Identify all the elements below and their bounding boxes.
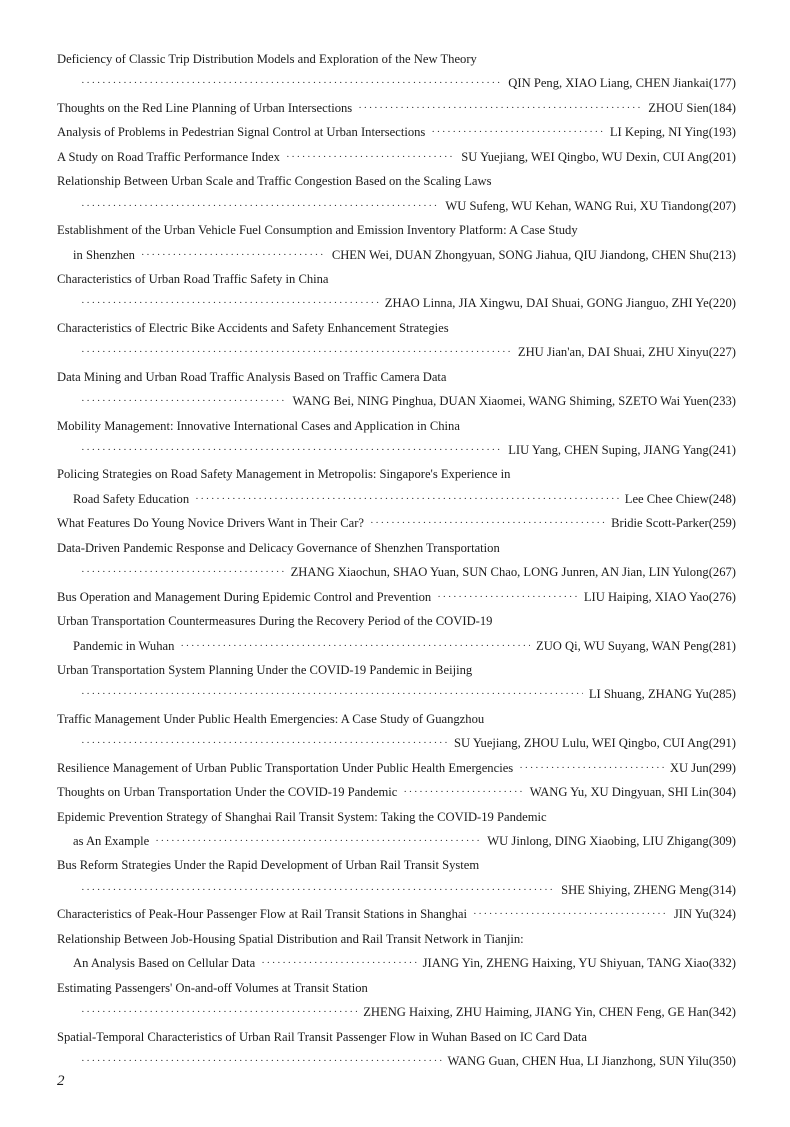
author-names: WU Sufeng, WU Kehan, WANG Rui, XU Tiandong: [445, 198, 709, 213]
toc-line: [57, 780, 736, 804]
entry-authors: [530, 780, 736, 804]
dot-leader: [180, 634, 530, 658]
author-names: ZHENG Haixing, ZHU Haiming, JIANG Yin, CHEN Feng, GE Han: [363, 1005, 709, 1020]
entry-title: Bus Operation and Management During Epidemic Control and Prevention: [57, 589, 432, 604]
paren-open: (: [708, 834, 713, 848]
entry-title-continuation: as An Example: [73, 834, 150, 848]
toc-line: [57, 267, 736, 291]
entry-page-number: 267: [712, 565, 732, 580]
entry-authors: [584, 585, 736, 609]
toc-line: [57, 1000, 736, 1024]
paren-open: (: [708, 956, 713, 971]
author-names: ZHU Jian'an, DAI Shuai, ZHU Xinyu: [517, 345, 709, 360]
author-names: ZUO Qi, WU Suyang, WAN Peng: [536, 638, 709, 653]
author-names: JIANG Yin, ZHENG Haixing, YU Shiyuan, TANG Xiao: [422, 956, 709, 971]
dot-leader: [358, 96, 642, 120]
dot-leader: [81, 1049, 442, 1073]
entry-authors: [610, 120, 736, 144]
paren-close: ): [731, 76, 736, 91]
toc-line: [57, 634, 736, 658]
toc-line: [57, 511, 736, 535]
toc-line: [57, 976, 736, 1000]
paren-close: ): [731, 345, 736, 360]
entry-title: Estimating Passengers' On-and-off Volumes at Transit Station: [57, 980, 368, 995]
toc-line: [57, 1025, 736, 1049]
entry-title: Deficiency of Classic Trip Distribution Models and Exploration of the New Theory: [57, 52, 477, 66]
toc-entry: [57, 658, 736, 707]
paren-open: (: [708, 394, 713, 409]
entry-authors: [674, 902, 736, 926]
entry-authors: [518, 340, 736, 364]
toc-line: [57, 829, 736, 853]
author-names: LI Keping, NI Ying: [609, 125, 709, 140]
entry-authors: [448, 1049, 736, 1073]
toc-entry: [57, 756, 736, 780]
toc-entry: [57, 145, 736, 169]
entry-authors: [589, 682, 736, 706]
toc-line: [57, 585, 736, 609]
paren-close: ): [731, 565, 736, 580]
entry-title: Spatial-Temporal Characteristics of Urban Rail Transit Passenger Flow in Wuhan Based on IC Card Data: [57, 1029, 588, 1044]
dot-leader: [81, 731, 448, 755]
dot-leader: [141, 243, 326, 267]
dot-leader: [81, 878, 555, 902]
paren-close: ): [731, 198, 736, 213]
entry-page-number: 201: [712, 149, 732, 164]
author-names: QIN Peng, XIAO Liang, CHEN Jiankai: [508, 76, 709, 91]
paren-close: ): [731, 149, 736, 164]
toc-line: [57, 536, 736, 560]
entry-page-number: 314: [712, 882, 732, 897]
dot-leader: [195, 487, 619, 511]
paren-open: (: [708, 785, 713, 800]
entry-authors: [332, 243, 736, 267]
entry-page-number: 233: [712, 394, 732, 409]
paren-close: ): [731, 443, 736, 457]
paren-open: (: [708, 882, 713, 897]
toc-line: [57, 609, 736, 633]
entry-page-number: 213: [712, 247, 732, 262]
dot-leader: [370, 511, 605, 535]
paren-open: (: [708, 760, 713, 775]
paren-open: (: [708, 1053, 713, 1068]
paren-close: ): [731, 296, 736, 311]
entry-title: Analysis of Problems in Pedestrian Signal Control at Urban Intersections: [57, 125, 426, 140]
toc-line: [57, 145, 736, 169]
toc-entry: [57, 536, 736, 585]
entry-title: Thoughts on the Red Line Planning of Urban Intersections: [57, 100, 353, 115]
paren-close: ): [731, 834, 736, 848]
dot-leader: [431, 120, 604, 144]
paren-open: (: [708, 516, 713, 531]
toc-entry: [57, 609, 736, 658]
toc-entry: [57, 47, 736, 96]
entry-title: Policing Strategies on Road Safety Management in Metropolis: Singapore's Experience in: [57, 467, 511, 482]
entry-authors: [536, 634, 736, 658]
entry-title: Mobility Management: Innovative International Cases and Application in China: [57, 418, 460, 433]
paren-open: (: [708, 247, 713, 262]
toc-line: [57, 902, 736, 926]
paren-close: ): [731, 736, 736, 751]
toc-entry: [57, 1025, 736, 1074]
entry-page-number: 184: [712, 100, 732, 115]
paren-close: ): [731, 125, 736, 140]
entry-authors: [648, 96, 736, 120]
entry-authors: [611, 511, 736, 535]
toc-line: [57, 243, 736, 267]
author-names: Bridie Scott-Parker: [611, 516, 709, 531]
toc-line: [57, 560, 736, 584]
toc-entry: [57, 707, 736, 756]
toc-entry: [57, 853, 736, 902]
paren-open: (: [708, 736, 713, 751]
toc-entry: [57, 927, 736, 976]
page-number: 2: [57, 1073, 65, 1089]
entry-authors: [508, 71, 736, 95]
entry-title: Urban Transportation System Planning Under the COVID-19 Pandemic in Beijing: [57, 662, 473, 677]
toc-entry: [57, 585, 736, 609]
entry-title: Characteristics of Electric Bike Accidents and Safety Enhancement Strategies: [57, 320, 449, 335]
paren-open: (: [708, 125, 713, 140]
toc-line: [57, 47, 736, 71]
toc-line: [57, 438, 736, 462]
paren-close: ): [731, 907, 736, 922]
paren-open: (: [708, 1005, 713, 1020]
paren-close: ): [731, 1053, 736, 1068]
entry-title: Characteristics of Peak-Hour Passenger Flow at Rail Transit Stations in Shanghai: [57, 907, 467, 922]
dot-leader: [519, 756, 664, 780]
paren-close: ): [731, 882, 736, 897]
author-names: Lee Chee Chiew: [624, 491, 709, 506]
dot-leader: [81, 194, 439, 218]
toc-line: [57, 96, 736, 120]
author-names: ZHAO Linna, JIA Xingwu, DAI Shuai, GONG Jianguo, ZHI Ye: [384, 296, 709, 311]
dot-leader: [437, 585, 578, 609]
entry-authors: [423, 951, 736, 975]
author-names: LIU Haiping, XIAO Yao: [583, 589, 709, 604]
paren-close: ): [731, 638, 736, 653]
author-names: XU Jun: [669, 760, 709, 775]
author-names: WANG Bei, NING Pinghua, DUAN Xiaomei, WANG Shiming, SZETO Wai Yuen: [292, 394, 709, 409]
paren-close: ): [731, 1005, 736, 1020]
dot-leader: [155, 829, 481, 853]
entry-page-number: 299: [712, 760, 732, 775]
toc-line: [57, 389, 736, 413]
paren-close: ): [731, 394, 736, 409]
entry-title: Resilience Management of Urban Public Transportation Under Public Health Emergencies: [57, 760, 514, 775]
toc-entry: [57, 976, 736, 1025]
toc-line: [57, 878, 736, 902]
toc-entry: [57, 267, 736, 316]
paren-close: ): [731, 760, 736, 775]
entry-title: Traffic Management Under Public Health Emergencies: A Case Study of Guangzhou: [57, 711, 485, 726]
entry-authors: [385, 291, 736, 315]
entry-page-number: 241: [712, 443, 732, 457]
entry-title: Thoughts on Urban Transportation Under the COVID-19 Pandemic: [57, 785, 398, 800]
toc-line: [57, 316, 736, 340]
entry-page-number: 259: [712, 516, 732, 531]
entry-page-number: 304: [712, 785, 732, 800]
entry-authors: [445, 194, 736, 218]
toc-line: [57, 194, 736, 218]
paren-open: (: [708, 76, 713, 91]
dot-leader: [473, 902, 668, 926]
entry-page-number: 207: [712, 198, 732, 213]
entry-page-number: 220: [712, 296, 732, 311]
dot-leader: [81, 560, 285, 584]
entry-authors: [293, 389, 736, 413]
entry-page-number: 291: [712, 736, 732, 751]
entry-title-continuation: in Shenzhen: [73, 247, 135, 262]
dot-leader: [81, 1000, 357, 1024]
toc-line: [57, 414, 736, 438]
paren-open: (: [708, 638, 713, 653]
entry-title: Relationship Between Urban Scale and Traffic Congestion Based on the Scaling Laws: [57, 174, 492, 189]
author-names: JIN Yu: [673, 907, 709, 922]
toc-line: [57, 951, 736, 975]
toc-line: [57, 365, 736, 389]
entry-title-continuation: An Analysis Based on Cellular Data: [73, 956, 256, 971]
entry-title: Characteristics of Urban Road Traffic Safety in China: [57, 271, 329, 286]
toc-line: [57, 707, 736, 731]
paren-open: (: [708, 907, 713, 922]
paren-close: ): [731, 589, 736, 604]
paren-close: ): [731, 516, 736, 531]
entry-authors: [487, 829, 736, 853]
author-names: ZHANG Xiaochun, SHAO Yuan, SUN Chao, LONG Junren, AN Jian, LIN Yulong: [290, 565, 709, 580]
toc-line: [57, 731, 736, 755]
dot-leader: [261, 951, 416, 975]
paren-open: (: [708, 149, 713, 164]
author-names: SU Yuejiang, ZHOU Lulu, WEI Qingbo, CUI Ang: [454, 736, 709, 751]
toc-entry: [57, 462, 736, 511]
author-names: LIU Yang, CHEN Suping, JIANG Yang: [508, 443, 709, 457]
entry-authors: [461, 145, 736, 169]
toc-line: [57, 340, 736, 364]
toc-line: [57, 71, 736, 95]
entry-authors: [363, 1000, 736, 1024]
entry-title: Data-Driven Pandemic Response and Delicacy Governance of Shenzhen Transportation: [57, 540, 500, 555]
paren-open: (: [708, 345, 713, 360]
entry-page-number: 350: [712, 1053, 732, 1068]
toc-line: [57, 291, 736, 315]
dot-leader: [81, 291, 379, 315]
toc-line: [57, 487, 736, 511]
toc-entry: [57, 218, 736, 267]
paren-open: (: [708, 687, 713, 702]
toc-entry: [57, 414, 736, 463]
toc-line: [57, 805, 736, 829]
entry-authors: [561, 878, 736, 902]
paren-open: (: [708, 565, 713, 580]
toc-entry: [57, 96, 736, 120]
entry-page-number: 193: [712, 125, 732, 140]
entry-page-number: 342: [712, 1005, 732, 1020]
toc-line: [57, 218, 736, 242]
toc-entry: [57, 120, 736, 144]
paren-open: (: [708, 443, 713, 457]
author-names: SHE Shiying, ZHENG Meng: [561, 882, 709, 897]
paren-close: ): [731, 785, 736, 800]
author-names: SU Yuejiang, WEI Qingbo, WU Dexin, CUI Ang: [461, 149, 709, 164]
entry-title-continuation: Pandemic in Wuhan: [73, 638, 175, 653]
entry-title: Data Mining and Urban Road Traffic Analysis Based on Traffic Camera Data: [57, 369, 447, 384]
entry-page-number: 309: [712, 834, 732, 848]
paren-close: ): [731, 491, 736, 506]
entry-authors: [291, 560, 736, 584]
entry-title: Urban Transportation Countermeasures During the Recovery Period of the COVID-19: [57, 614, 493, 629]
toc-entry: [57, 511, 736, 535]
paren-open: (: [708, 491, 713, 506]
toc-line: [57, 682, 736, 706]
toc-entry: [57, 780, 736, 804]
paren-close: ): [731, 687, 736, 702]
toc-line: [57, 1049, 736, 1073]
entry-page-number: 177: [712, 76, 732, 91]
toc-line: [57, 927, 736, 951]
paren-open: (: [708, 296, 713, 311]
author-names: LI Shuang, ZHANG Yu: [588, 687, 709, 702]
toc-line: [57, 658, 736, 682]
author-names: WU Jinlong, DING Xiaobing, LIU Zhigang: [487, 834, 709, 848]
entry-title: A Study on Road Traffic Performance Index: [57, 149, 280, 164]
paren-close: ): [731, 956, 736, 971]
toc-line: [57, 462, 736, 486]
dot-leader: [81, 438, 502, 462]
paren-open: (: [708, 198, 713, 213]
entry-page-number: 276: [712, 589, 732, 604]
author-names: ZHOU Sien: [648, 100, 709, 115]
entry-title: Epidemic Prevention Strategy of Shanghai Rail Transit System: Taking the COVID-19 Pandemic: [57, 809, 547, 824]
toc-entry: [57, 902, 736, 926]
paren-close: ): [731, 247, 736, 262]
entry-page-number: 332: [712, 956, 732, 971]
toc-entry: [57, 316, 736, 365]
entry-title: Bus Reform Strategies Under the Rapid Development of Urban Rail Transit System: [57, 858, 480, 873]
table-of-contents: [57, 47, 736, 1073]
author-names: WANG Guan, CHEN Hua, LI Jianzhong, SUN Yilu: [447, 1053, 709, 1068]
entry-page-number: 227: [712, 345, 732, 360]
entry-page-number: 248: [712, 491, 732, 506]
paren-open: (: [708, 589, 713, 604]
toc-entry: [57, 805, 736, 854]
entry-title: Relationship Between Job-Housing Spatial Distribution and Rail Transit Network in Tianjin:: [57, 931, 524, 946]
entry-page-number: 324: [712, 907, 732, 922]
dot-leader: [81, 389, 287, 413]
author-names: WANG Yu, XU Dingyuan, SHI Lin: [529, 785, 709, 800]
entry-authors: [454, 731, 736, 755]
entry-title: Establishment of the Urban Vehicle Fuel Consumption and Emission Inventory Platform: A Case Study: [57, 223, 578, 238]
entry-title-continuation: Road Safety Education: [73, 491, 190, 506]
author-names: CHEN Wei, DUAN Zhongyuan, SONG Jiahua, QIU Jiandong, CHEN Shu: [331, 247, 709, 262]
entry-title: What Features Do Young Novice Drivers Want in Their Car?: [57, 516, 365, 531]
paren-close: ): [731, 100, 736, 115]
entry-page-number: 285: [712, 687, 732, 702]
toc-line: [57, 756, 736, 780]
paren-open: (: [708, 100, 713, 115]
dot-leader: [81, 71, 502, 95]
toc-entry: [57, 169, 736, 218]
dot-leader: [286, 145, 455, 169]
toc-line: [57, 853, 736, 877]
dot-leader: [81, 340, 512, 364]
dot-leader: [403, 780, 523, 804]
entry-page-number: 281: [712, 638, 732, 653]
toc-line: [57, 120, 736, 144]
entry-authors: [670, 756, 736, 780]
toc-line: [57, 169, 736, 193]
entry-authors: [508, 438, 736, 462]
toc-entry: [57, 365, 736, 414]
dot-leader: [81, 682, 583, 706]
entry-authors: [625, 487, 736, 511]
